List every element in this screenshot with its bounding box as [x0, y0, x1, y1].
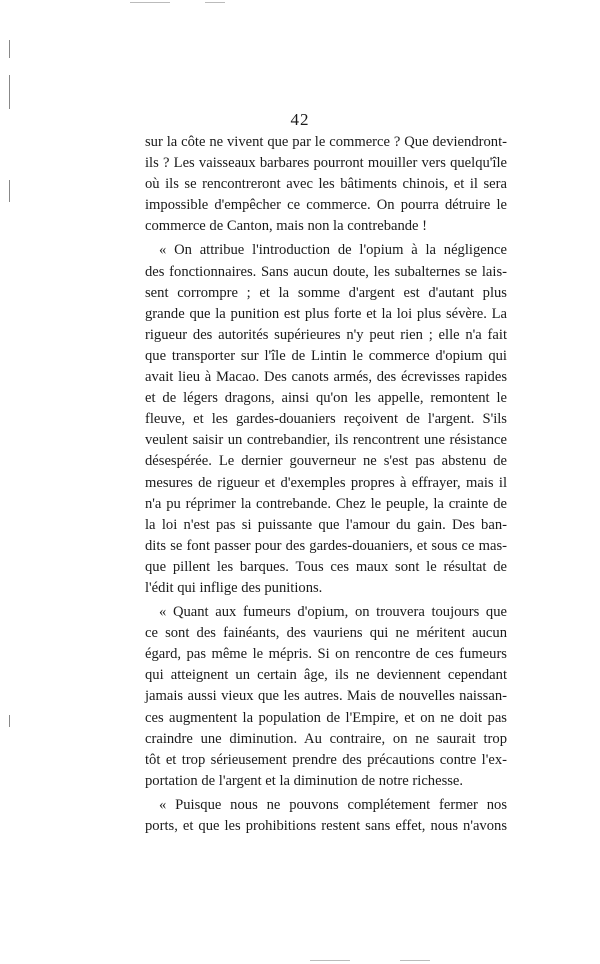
text-line: sent corrompre ; et la somme d'argent est d'autant plus: [145, 284, 507, 301]
text-line: « Puisque nous ne pouvons complétement fermer nos: [159, 796, 507, 813]
paragraph: [145, 602, 507, 792]
text-line: qui atteignent un certain âge, ils ne deviennent cependant: [145, 667, 507, 684]
text-line: égard, pas même le mépris. Si on rencontre de ces fumeurs: [145, 646, 507, 663]
text-line: ce sont des fainéants, des vauriens qui ne méritent aucun: [145, 625, 507, 642]
page-number: 42: [290, 110, 310, 129]
text-line: n'a pu réprimer la contrebande. Chez le peuple, la crainte de: [145, 495, 507, 512]
text-line: commerce de Canton, mais non la contrebande !: [145, 218, 428, 235]
text-line: tôt et trop sérieusement prendre des précautions contre l'ex-: [145, 751, 507, 768]
text-line: mesures de rigueur et d'exemples propres à effrayer, mais il: [145, 474, 507, 491]
left-edge-mark: [9, 180, 10, 202]
text-line: désespérée. Le dernier gouverneur ne s'est pas abstenu de: [145, 453, 507, 470]
text-line: impossible d'empêcher ce commerce. On pourra détruire le: [145, 197, 507, 214]
paragraph: [145, 240, 507, 599]
text-line: avait lieu à Macao. Des canots armés, des écrevisses rapides: [145, 369, 507, 386]
text-line: sur la côte ne vivent que par le commerce ? Que deviendront-: [145, 134, 507, 150]
text-line: la loi n'est pas si puissante que l'amour du gain. Des ban-: [145, 516, 507, 533]
text-line: veulent saisir un contrebandier, ils rencontrent une résistance: [145, 432, 507, 449]
paragraph: [145, 132, 507, 237]
text-line: portation de l'argent et la diminution de notre richesse.: [145, 772, 464, 789]
text-line: que transporter sur l'île de Lintin le commerce d'opium qui: [145, 347, 507, 364]
text-line: rigueur des autorités supérieures n'y peut rien ; elle n'a fait: [145, 326, 507, 343]
top-scan-rule: [205, 2, 225, 3]
text-line: que pillent les barques. Tous ces maux sont le résultat de: [145, 558, 507, 575]
text-line: ces augmentent la population de l'Empire, et on ne doit pas: [145, 709, 507, 726]
text-line: « Quant aux fumeurs d'opium, on trouvera toujours que: [159, 604, 507, 621]
body-text: [145, 132, 507, 837]
text-line: ils ? Les vaisseaux barbares pourront mouiller vers quelqu'île: [145, 155, 507, 172]
left-edge-mark: [9, 75, 10, 109]
top-scan-rule: [130, 2, 170, 3]
text-line: fleuve, et les gardes-douaniers reçoivent de l'argent. S'ils: [145, 411, 507, 428]
text-line: dits se font passer pour des gardes-douaniers, et sous ce mas-: [145, 537, 507, 554]
left-edge-mark: [9, 40, 10, 58]
text-line: l'édit qui inflige des punitions.: [145, 579, 323, 596]
text-line: grande que la punition est plus forte et la loi plus sévère. La: [145, 305, 507, 322]
text-line: craindre une diminution. Au contraire, on ne saurait trop: [145, 730, 507, 747]
left-edge-mark: [9, 715, 10, 727]
text-line: des fonctionnaires. Sans aucun doute, les subalternes se lais-: [145, 263, 507, 280]
bottom-scan-rule: [310, 960, 350, 961]
bottom-scan-rule: [400, 960, 430, 961]
text-line: jamais aussi vieux que les autres. Mais de nouvelles naissan-: [145, 688, 507, 705]
text-line: et de légers dragons, ainsi qu'on les appelle, remontent le: [145, 390, 507, 407]
text-line: « On attribue l'introduction de l'opium à la négligence: [159, 242, 507, 259]
text-line: ports, et que les prohibitions restent sans effet, nous n'avons: [145, 818, 507, 834]
paragraph: [145, 795, 507, 837]
text-line: où ils se rencontreront avec les bâtiments chinois, et il sera: [145, 176, 507, 193]
